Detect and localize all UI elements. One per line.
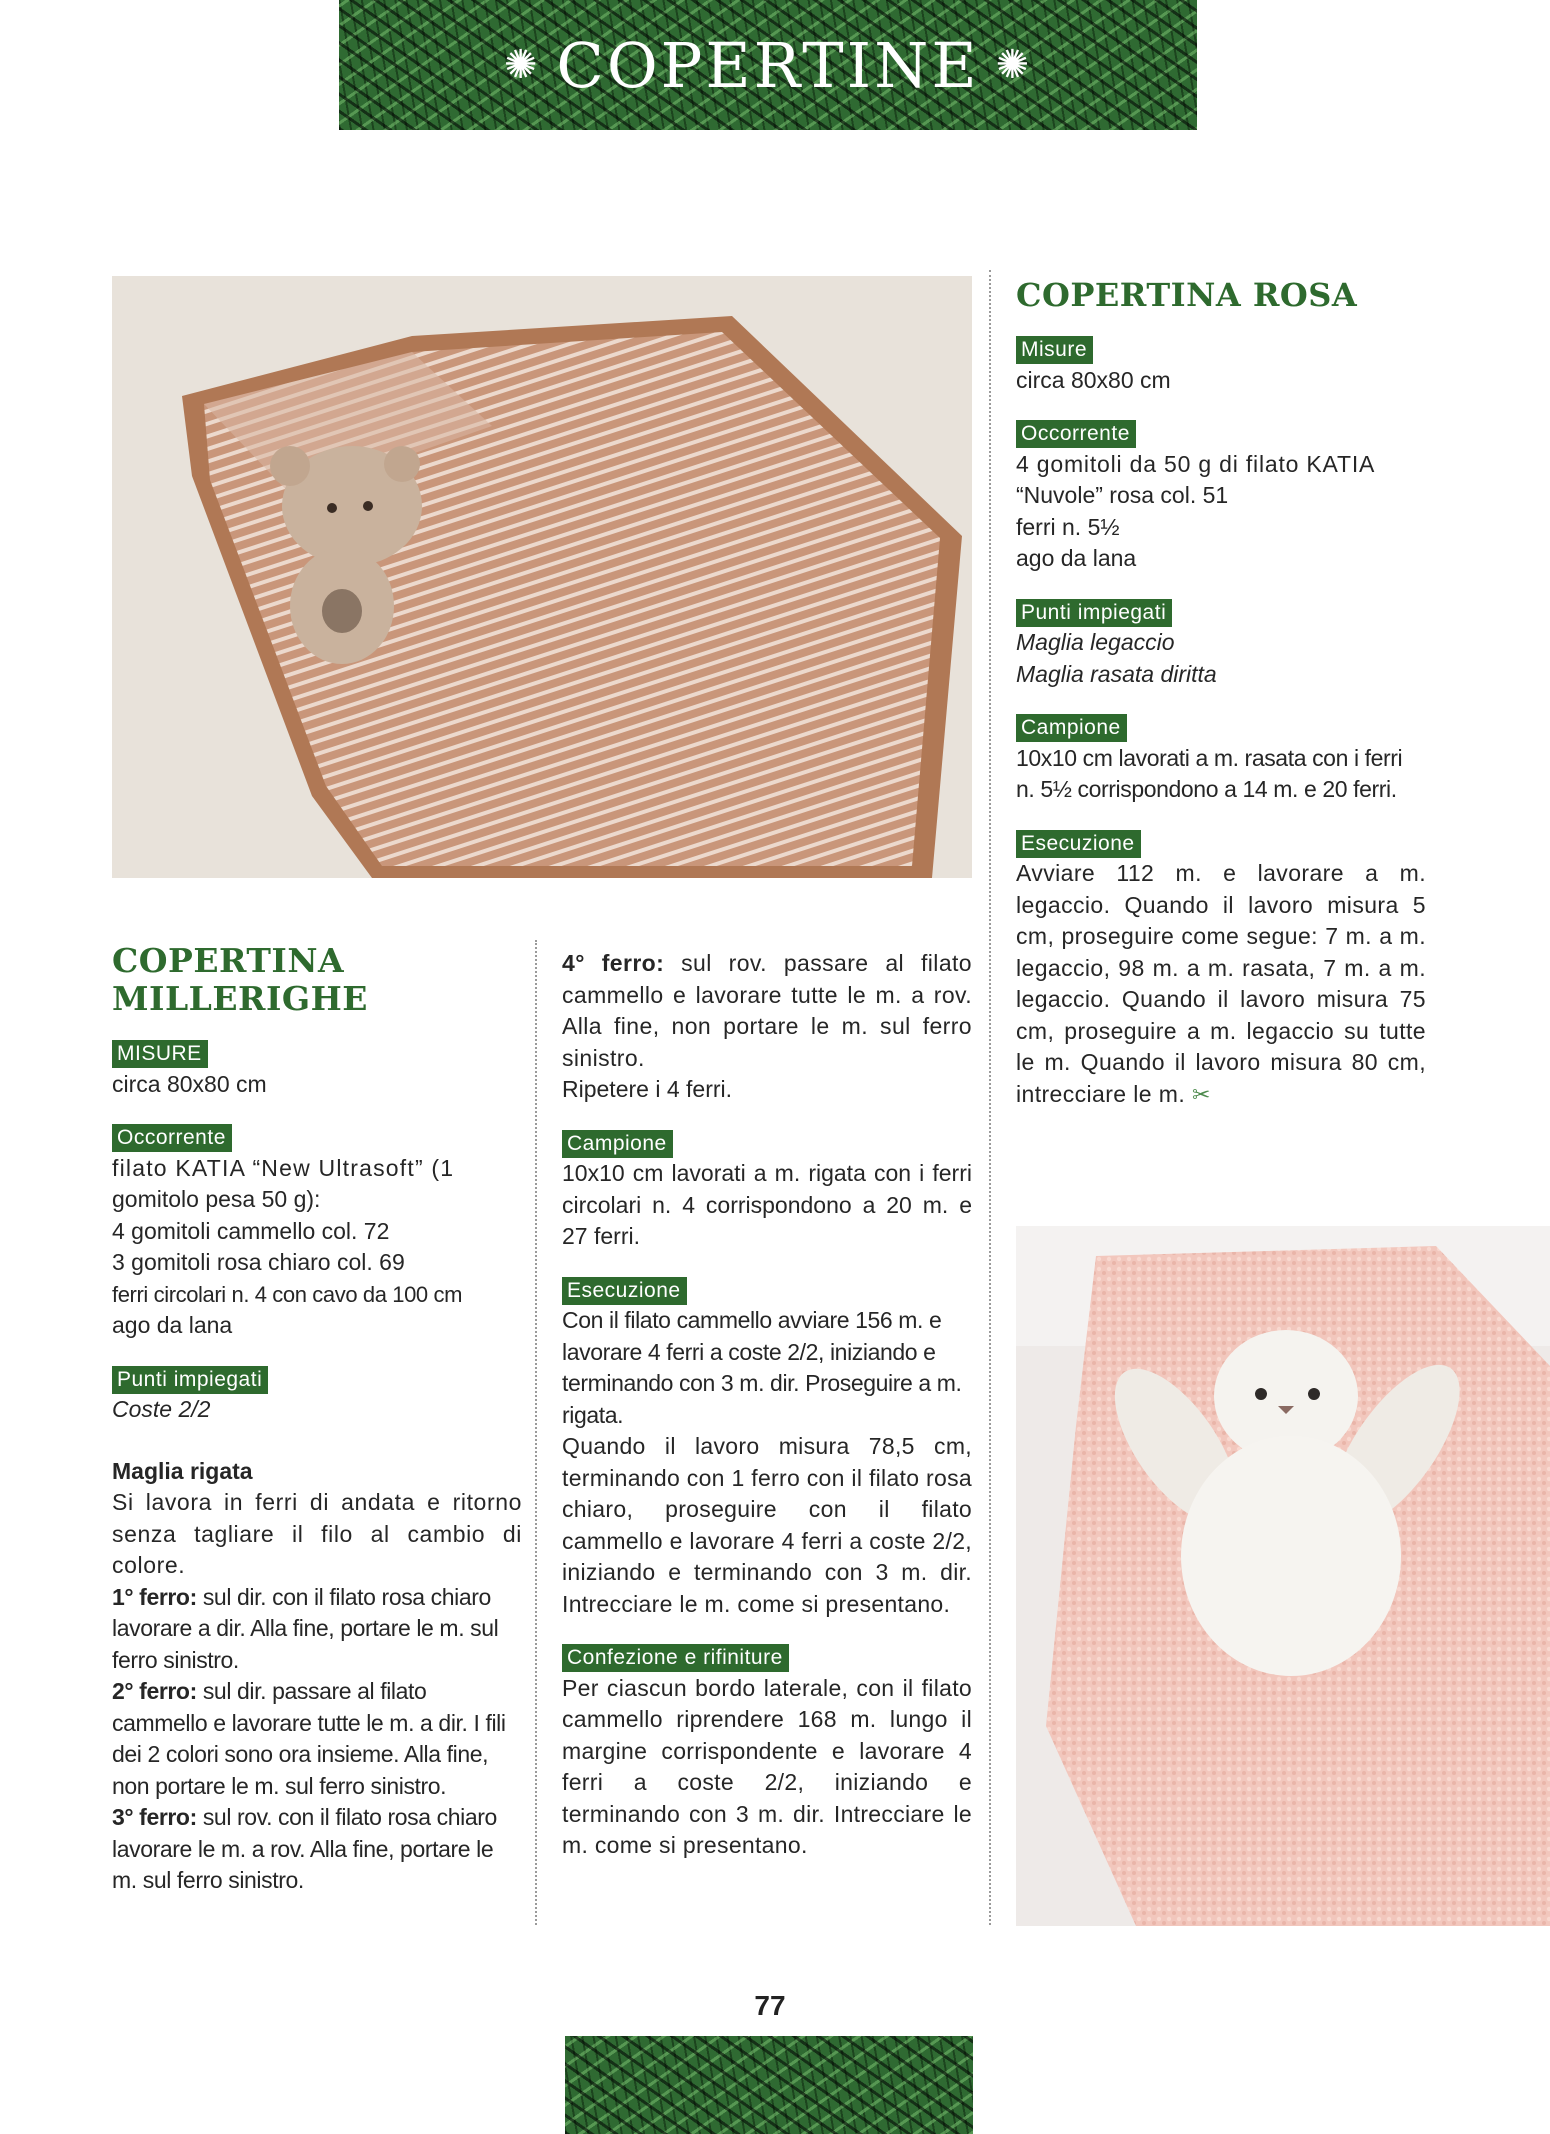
- maglia-rigata-title: Maglia rigata: [112, 1457, 253, 1484]
- occorrente-list: [112, 1153, 522, 1342]
- occorrente-line: “Nuvole” rosa col. 51: [1016, 482, 1229, 508]
- campione-value: 10x10 cm lavorati a m. rigata con i ferri circolari n. 4 corrispondono a 20 m. e 27 ferri.: [562, 1160, 972, 1249]
- rosa-esecuzione-label: Esecuzione: [1016, 830, 1141, 858]
- striped-blanket-illustration: [112, 276, 972, 878]
- occorrente-line: ferri n. 5½: [1016, 513, 1120, 540]
- millerighe-column-2: [562, 948, 972, 1862]
- rosa-occorrente-list: [1016, 449, 1426, 575]
- flower-ornament-icon: ✺: [995, 42, 1033, 88]
- second-photo: [1016, 1226, 1550, 1926]
- row-4-instruction: 4° ferro: sul rov. passare al filato cammello e lavorare tutte le m. a rov. Alla fine, non portare le m. sul ferro sinistro.: [562, 950, 972, 1071]
- rosa-column: [1016, 276, 1426, 1110]
- rosa-campione-label: Campione: [1016, 714, 1127, 742]
- occorrente-line: ago da lana: [1016, 545, 1137, 571]
- column-divider: [989, 270, 991, 1925]
- rosa-occorrente-label: Occorrente: [1016, 420, 1136, 448]
- punti-label: Punti impiegati: [112, 1366, 268, 1394]
- occorrente-line: ago da lana: [112, 1312, 233, 1338]
- millerighe-title: COPERTINA MILLERIGHE: [112, 941, 368, 1018]
- rosa-punti-label: Punti impiegati: [1016, 599, 1172, 627]
- occorrente-line: 4 gomitoli da 50 g di filato KATIA: [1016, 450, 1376, 477]
- row-3-instruction: 3° ferro: sul rov. con il filato rosa chiaro lavorare le m. a rov. Alla fine, portare le m. sul ferro sinistro.: [112, 1804, 497, 1893]
- rosa-misure-value: circa 80x80 cm: [1016, 366, 1171, 393]
- occorrente-line: 3 gomitoli rosa chiaro col. 69: [112, 1249, 405, 1275]
- millerighe-column-1: [112, 942, 522, 1897]
- main-photo: [112, 276, 972, 878]
- occorrente-line: filato KATIA “New Ultrasoft” (1: [112, 1154, 455, 1181]
- rosa-esecuzione-value: Avviare 112 m. e lavorare a m. legaccio. Quando il lavoro misura 5 cm, proseguire come segue: 7 m. a m. legaccio, 98 m. a m. rasata, 7 m. a m. legaccio. Quando il lavoro misura 75 cm, proseguire a m. legaccio su tutte le m. Quando il lavoro misura 80 cm, intrecciare le m. ✂: [1016, 860, 1426, 1107]
- header-banner: [339, 0, 1197, 130]
- occorrente-line: gomitolo pesa 50 g):: [112, 1186, 321, 1212]
- esecuzione-label: Esecuzione: [562, 1277, 687, 1305]
- column-divider: [535, 940, 537, 1925]
- misure-label: MISURE: [112, 1040, 208, 1068]
- section-title-text: COPERTINE: [556, 28, 980, 102]
- confezione-label: Confezione e rifiniture: [562, 1644, 789, 1672]
- rosa-title: COPERTINA ROSA: [1016, 276, 1358, 314]
- rosa-campione-value: 10x10 cm lavorati a m. rasata con i ferri n. 5½ corrispondono a 14 m. e 20 ferri.: [1016, 744, 1403, 802]
- maglia-rigata-intro: Si lavora in ferri di andata e ritorno senza tagliare il filo al cambio di colore.: [112, 1489, 522, 1578]
- occorrente-label: Occorrente: [112, 1124, 232, 1152]
- end-mark-icon: ✂: [1191, 1081, 1211, 1107]
- punti-value: Coste 2/2: [112, 1396, 211, 1422]
- row-2-instruction: 2° ferro: sul dir. passare al filato cammello e lavorare tutte le m. a dir. I fili dei 2 colori sono ora insieme. Alla fine, non portare le m. sul ferro sinistro.: [112, 1678, 506, 1799]
- section-title: [504, 29, 1032, 102]
- row-1-instruction: 1° ferro: sul dir. con il filato rosa chiaro lavorare a dir. Alla fine, portare le m. sul ferro sinistro.: [112, 1583, 499, 1673]
- esecuzione-paragraph-1: Con il filato cammello avviare 156 m. e lavorare 4 ferri a coste 2/2, iniziando e terminando con 3 m. dir. Proseguire a m. rigata.: [562, 1307, 962, 1428]
- page-number: 77: [754, 1990, 786, 2021]
- footer-banner: [565, 2036, 973, 2134]
- esecuzione-paragraph-2: Quando il lavoro misura 78,5 cm, terminando con 1 ferro con il filato rosa chiaro, proseguire con il filato cammello e lavorare 4 ferri a coste 2/2, iniziando e terminando con 3 m. dir. Intrecciare le m. come si presentano.: [562, 1433, 972, 1617]
- campione-label: Campione: [562, 1130, 673, 1158]
- rosa-punti-value: Maglia rasata diritta: [1016, 660, 1217, 687]
- misure-value: circa 80x80 cm: [112, 1070, 267, 1097]
- confezione-value: Per ciascun bordo laterale, con il filato cammello riprendere 168 m. lungo il margine corrispondente e lavorare 4 ferri a coste 2/2, iniziando e terminando con 3 m. dir. Intrecciare le m. come si presentano.: [562, 1674, 972, 1858]
- flower-ornament-icon: ✺: [503, 42, 541, 88]
- rosa-punti-value: Maglia legaccio: [1016, 629, 1175, 655]
- repeat-instruction: Ripetere i 4 ferri.: [562, 1076, 733, 1102]
- occorrente-line: ferri circolari n. 4 con cavo da 100 cm: [112, 1281, 462, 1307]
- occorrente-line: 4 gomitoli cammello col. 72: [112, 1217, 390, 1244]
- rosa-misure-label: Misure: [1016, 336, 1093, 364]
- pink-blanket-illustration: [1016, 1226, 1550, 1926]
